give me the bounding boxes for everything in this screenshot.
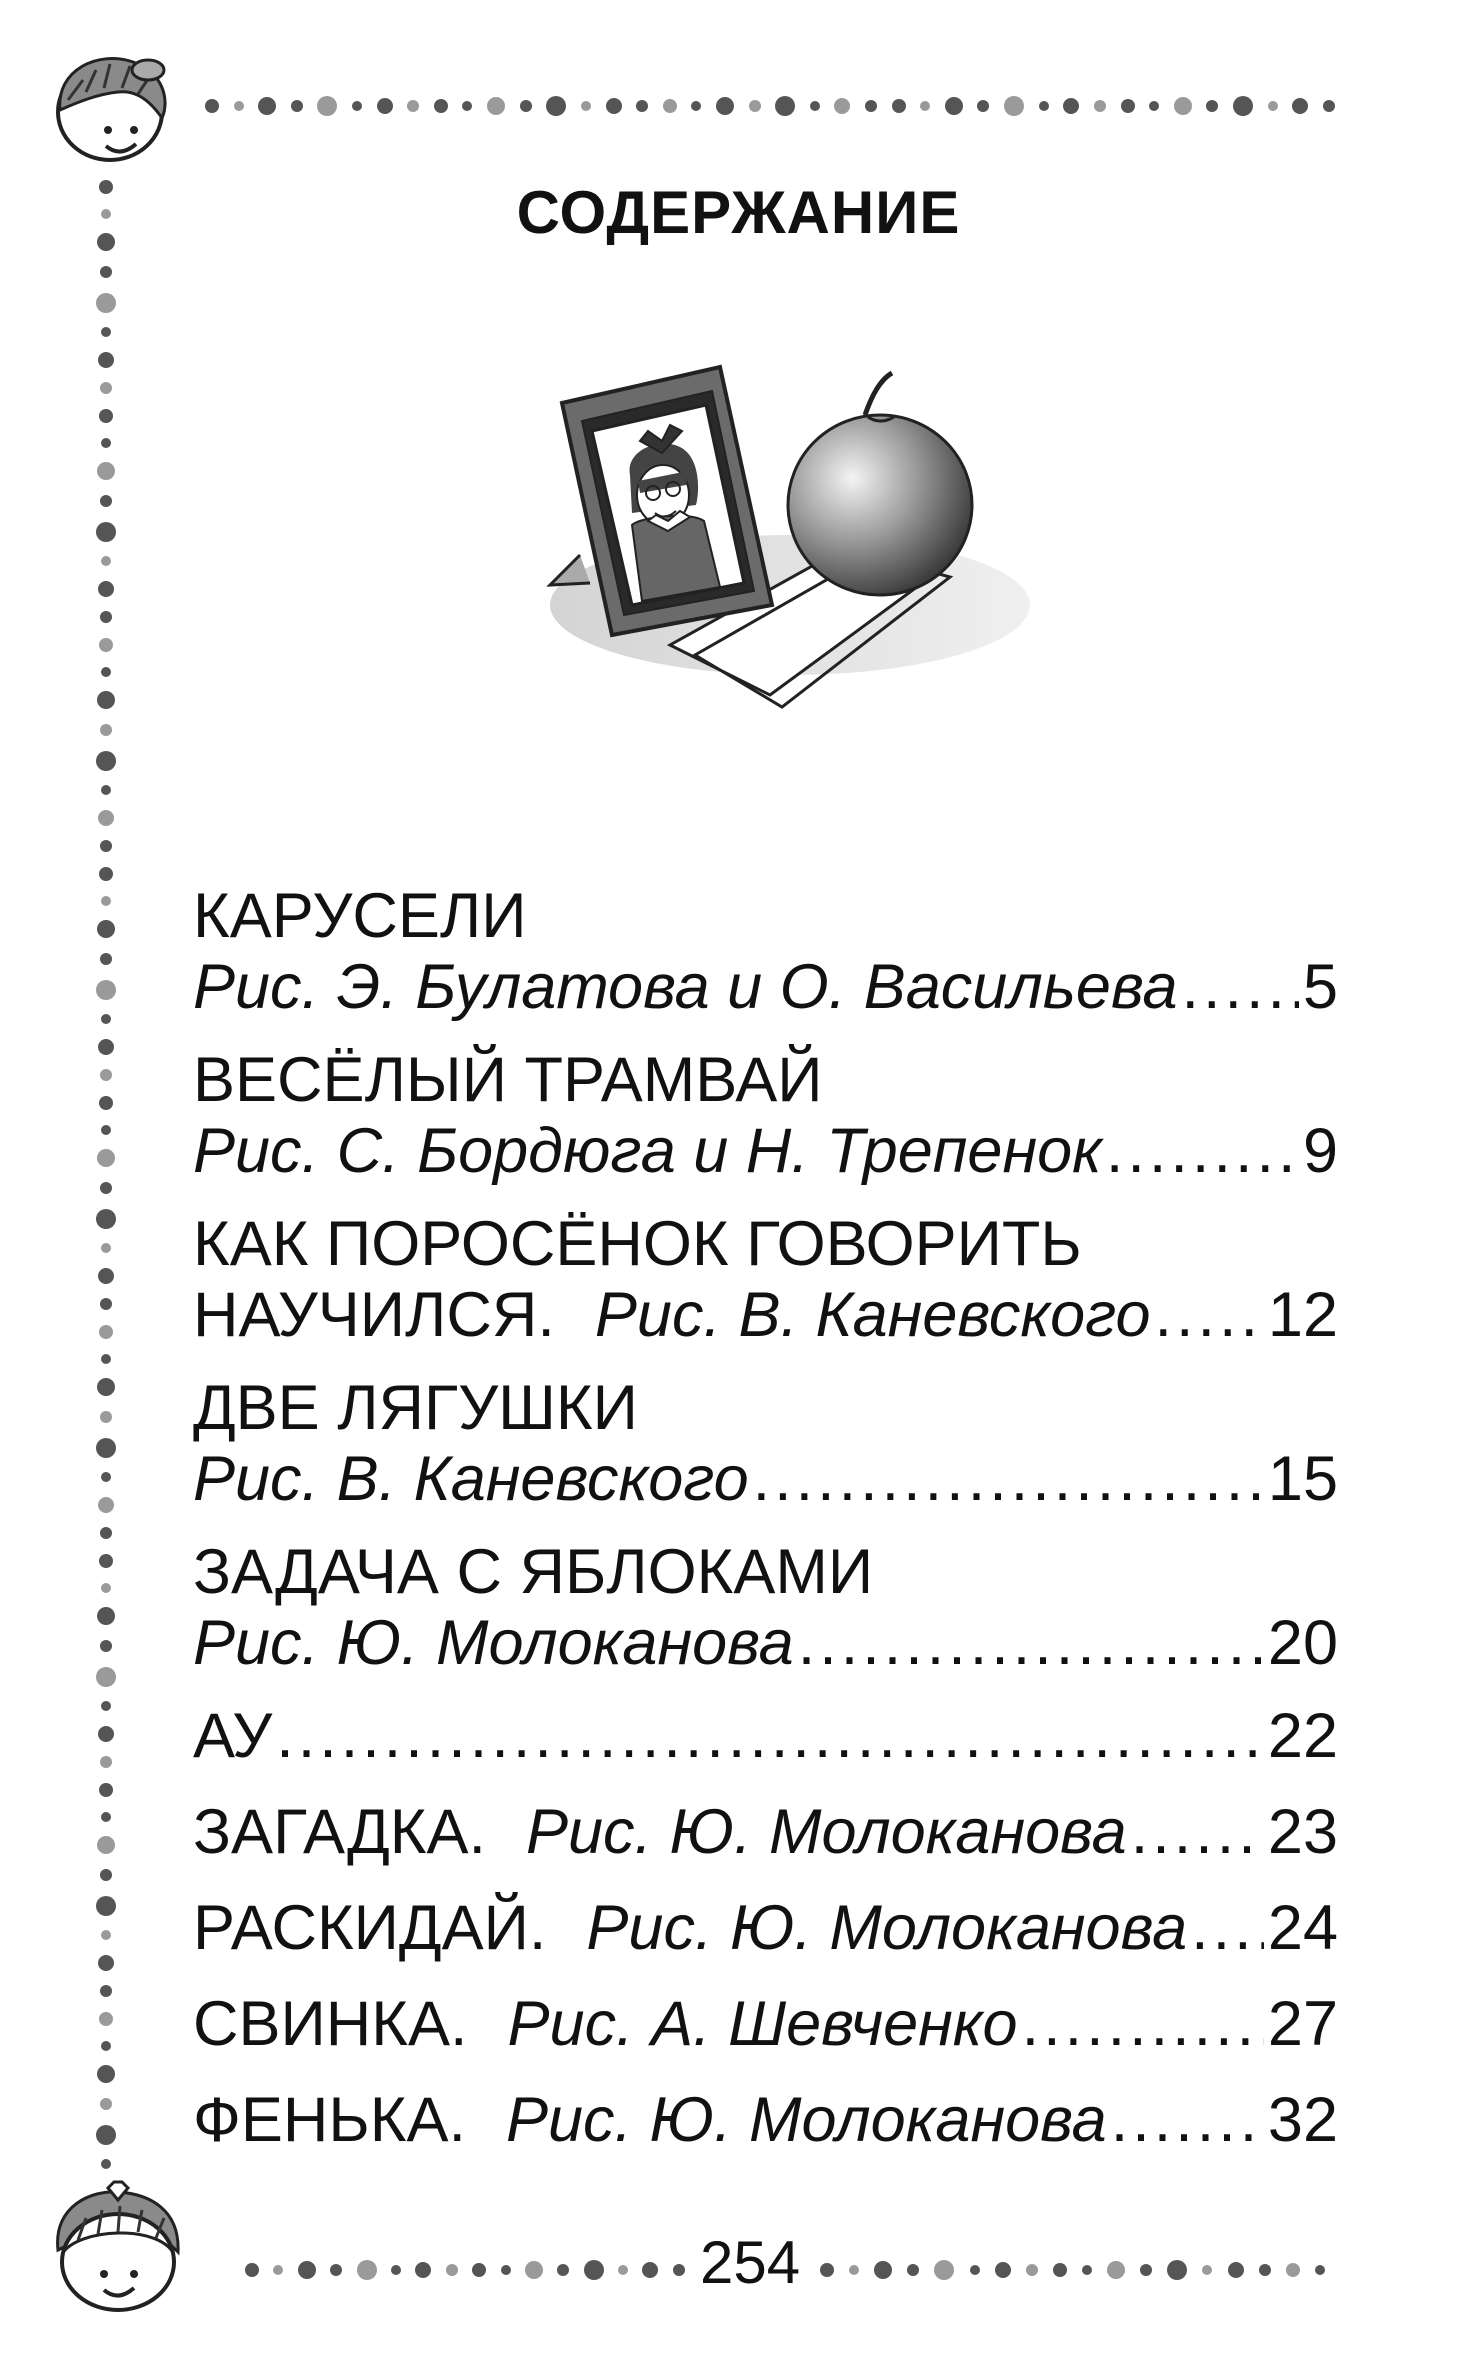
decorative-dot <box>606 98 622 114</box>
decorative-dot <box>673 2264 685 2276</box>
decorative-dot <box>291 100 303 112</box>
decorative-dot <box>775 96 795 116</box>
decorative-dot <box>97 691 115 709</box>
decorative-dot <box>97 1149 115 1167</box>
decorative-dot <box>1228 2262 1244 2278</box>
decorative-dot <box>636 100 648 112</box>
decorative-dot <box>99 2012 113 2026</box>
decorative-dot <box>1053 2263 1067 2277</box>
decorative-dot <box>1292 98 1308 114</box>
decorative-dot <box>99 1096 113 1110</box>
decorative-dot <box>352 101 362 111</box>
decorative-dot <box>258 97 276 115</box>
decorative-dot <box>100 382 112 394</box>
decorative-dot <box>100 1527 112 1539</box>
decorative-dot <box>663 99 677 113</box>
decorative-dot <box>100 1069 112 1081</box>
decorative-dot <box>96 2125 116 2145</box>
dot-leader <box>1155 1284 1264 1347</box>
decorative-dot <box>100 2098 112 2110</box>
entry-title: РАСКИДАЙ. <box>193 1893 547 1963</box>
entry-illustrator: Рис. В. Каневского <box>193 1444 749 1514</box>
decorative-dot <box>100 1298 112 1310</box>
decorative-dot <box>101 1014 111 1024</box>
decorative-dot <box>101 1354 111 1364</box>
decorative-dot <box>101 2159 111 2169</box>
decorative-dot <box>100 1985 112 1997</box>
dot-leader <box>798 1612 1264 1675</box>
decorative-dot <box>557 2264 569 2276</box>
decorative-dot <box>1121 99 1135 113</box>
entry-title: КАРУСЕЛИ <box>193 881 527 951</box>
bottom-dot-border-right <box>820 2258 1325 2282</box>
entry-illustrator: Рис. С. Бордюга и Н. Трепенок <box>193 1116 1102 1186</box>
dot-leader <box>1191 1897 1264 1960</box>
decorative-dot <box>99 409 113 423</box>
entry-title: ЗАДАЧА С ЯБЛОКАМИ <box>193 1537 874 1607</box>
top-dot-border <box>205 94 1335 118</box>
entry-illustrator: Рис. Ю. Молоканова <box>505 2085 1107 2155</box>
decorative-dot <box>101 667 111 677</box>
dot-leader <box>1182 956 1299 1019</box>
decorative-dot <box>298 2261 316 2279</box>
decorative-dot <box>1202 2265 1212 2275</box>
entry-title: ФЕНЬКА. <box>193 2085 466 2155</box>
entry-illustrator: Рис. Ю. Молоканова <box>525 1797 1127 1867</box>
toc-entry-4[interactable] <box>193 1373 1338 1514</box>
decorative-dot <box>101 438 111 448</box>
entry-illustrator: Рис. В. Каневского <box>594 1280 1151 1350</box>
decorative-dot <box>749 100 761 112</box>
decorative-dot <box>525 2261 543 2279</box>
entry-illustrator: Рис. Э. Булатова и О. Васильева <box>193 952 1178 1022</box>
decorative-dot <box>96 1896 116 1916</box>
decorative-dot <box>205 99 219 113</box>
toc-entry-1[interactable] <box>193 881 1338 1022</box>
decorative-dot <box>1004 96 1024 116</box>
decorative-dot <box>434 99 448 113</box>
dot-leader <box>276 1705 1264 1768</box>
decorative-dot <box>1268 101 1278 111</box>
decorative-dot <box>96 1667 116 1687</box>
decorative-dot <box>101 1243 111 1253</box>
decorative-dot <box>273 2265 283 2275</box>
decorative-dot <box>501 2265 511 2275</box>
entry-page: 27 <box>1267 1989 1338 2059</box>
decorative-dot <box>1259 2264 1271 2276</box>
decorative-dot <box>1315 2265 1325 2275</box>
decorative-dot <box>1107 2261 1125 2279</box>
decorative-dot <box>357 2260 377 2280</box>
decorative-dot <box>391 2265 401 2275</box>
decorative-dot <box>98 1039 114 1055</box>
dot-leader <box>1111 2089 1264 2152</box>
decorative-dot <box>97 2065 115 2083</box>
decorative-dot <box>96 980 116 1000</box>
toc-entry-6[interactable] <box>193 1701 1338 1771</box>
decorative-dot <box>101 1701 111 1711</box>
decorative-dot <box>977 100 989 112</box>
decorative-dot <box>1167 2260 1187 2280</box>
decorative-dot <box>995 2262 1011 2278</box>
decorative-dot <box>96 751 116 771</box>
decorative-dot <box>1140 2264 1152 2276</box>
decorative-dot <box>96 1209 116 1229</box>
decorative-dot <box>691 101 701 111</box>
decorative-dot <box>98 810 114 826</box>
decorative-dot <box>234 101 244 111</box>
left-dot-border <box>94 180 118 2170</box>
entry-page: 15 <box>1267 1444 1338 1514</box>
decorative-dot <box>101 1125 111 1135</box>
decorative-dot <box>101 1472 111 1482</box>
decorative-dot <box>1206 100 1218 112</box>
decorative-dot <box>99 867 113 881</box>
decorative-dot <box>1174 97 1192 115</box>
decorative-dot <box>100 1411 112 1423</box>
entry-page: 22 <box>1267 1701 1338 1771</box>
entry-page: 9 <box>1302 1116 1338 1186</box>
entry-illustrator: Рис. Ю. Молоканова <box>193 1608 794 1678</box>
entry-page: 23 <box>1267 1797 1338 1867</box>
decorative-dot <box>100 724 112 736</box>
entry-title: СВИНКА. <box>193 1989 468 2059</box>
decorative-dot <box>716 97 734 115</box>
decorative-dot <box>407 100 419 112</box>
decorative-dot <box>810 101 820 111</box>
decorative-dot <box>101 896 111 906</box>
dot-leader <box>1106 1120 1299 1183</box>
decorative-dot <box>446 2264 458 2276</box>
decorative-dot <box>1082 2265 1092 2275</box>
decorative-dot <box>96 522 116 542</box>
decorative-dot <box>892 99 906 113</box>
decorative-dot <box>874 2261 892 2279</box>
decorative-dot <box>642 2262 658 2278</box>
decorative-dot <box>97 462 115 480</box>
decorative-dot <box>96 1438 116 1458</box>
decorative-dot <box>98 352 114 368</box>
entry-title: ДВЕ ЛЯГУШКИ <box>193 1373 638 1443</box>
decorative-dot <box>1323 100 1335 112</box>
decorative-dot <box>101 1930 111 1940</box>
toc-entry-2[interactable] <box>193 1045 1338 1186</box>
decorative-dot <box>98 1268 114 1284</box>
decorative-dot <box>546 96 566 116</box>
decorative-dot <box>865 100 877 112</box>
decorative-dot <box>97 1378 115 1396</box>
decorative-dot <box>101 556 111 566</box>
decorative-dot <box>99 1783 113 1797</box>
toc-entry-8[interactable] <box>193 1893 1338 1963</box>
entry-title: КАК ПОРОСЁНОК ГОВОРИТЬ <box>193 1209 1082 1279</box>
girl-face-icon <box>38 40 188 170</box>
decorative-dot <box>1094 100 1106 112</box>
page-title: СОДЕРЖАНИЕ <box>516 179 961 246</box>
entry-page: 12 <box>1267 1280 1338 1350</box>
decorative-dot <box>99 1554 113 1568</box>
entry-title: ЗАГАДКА. <box>193 1797 486 1867</box>
decorative-dot <box>101 327 111 337</box>
decorative-dot <box>98 1726 114 1742</box>
decorative-dot <box>100 953 112 965</box>
toc-entry-3[interactable] <box>193 1209 1338 1350</box>
decorative-dot <box>96 293 116 313</box>
entry-title-continued: НАУЧИЛСЯ. <box>193 1280 555 1350</box>
toc-entry-7[interactable] <box>193 1797 1338 1867</box>
decorative-dot <box>101 1583 111 1593</box>
decorative-dot <box>317 96 337 116</box>
photo-frame-apple-illustration <box>520 355 1030 715</box>
decorative-dot <box>945 97 963 115</box>
decorative-dot <box>100 611 112 623</box>
decorative-dot <box>377 98 393 114</box>
decorative-dot <box>100 840 112 852</box>
entry-page: 20 <box>1267 1608 1338 1678</box>
decorative-dot <box>98 1955 114 1971</box>
entry-page: 5 <box>1302 952 1338 1022</box>
decorative-dot <box>487 97 505 115</box>
decorative-dot <box>618 2265 628 2275</box>
decorative-dot <box>245 2263 259 2277</box>
decorative-dot <box>97 1836 115 1854</box>
toc-entry-10[interactable] <box>193 2085 1338 2155</box>
decorative-dot <box>101 785 111 795</box>
decorative-dot <box>581 101 591 111</box>
decorative-dot <box>907 2264 919 2276</box>
entry-title: ВЕСЁЛЫЙ ТРАМВАЙ <box>193 1045 823 1115</box>
decorative-dot <box>462 101 472 111</box>
decorative-dot <box>1063 98 1079 114</box>
decorative-dot <box>100 1756 112 1768</box>
entry-page: 24 <box>1267 1893 1338 1963</box>
dot-leader <box>1131 1801 1264 1864</box>
decorative-dot <box>472 2263 486 2277</box>
decorative-dot <box>100 266 112 278</box>
decorative-dot <box>820 2263 834 2277</box>
bottom-dot-border-left <box>245 2258 685 2282</box>
decorative-dot <box>100 1182 112 1194</box>
decorative-dot <box>970 2265 980 2275</box>
entry-page: 32 <box>1267 2085 1338 2155</box>
decorative-dot <box>934 2260 954 2280</box>
entry-title: АУ <box>193 1701 273 1771</box>
decorative-dot <box>1233 96 1253 116</box>
decorative-dot <box>97 920 115 938</box>
decorative-dot <box>834 98 850 114</box>
entry-illustrator: Рис. Ю. Молоканова <box>586 1893 1188 1963</box>
table-of-contents <box>193 881 1338 2155</box>
decorative-dot <box>98 1497 114 1513</box>
decorative-dot <box>520 100 532 112</box>
decorative-dot <box>99 1325 113 1339</box>
decorative-dot <box>101 2041 111 2051</box>
decorative-dot <box>100 1640 112 1652</box>
decorative-dot <box>849 2265 859 2275</box>
decorative-dot <box>1039 101 1049 111</box>
page-number: 254 <box>700 2229 801 2296</box>
dot-leader <box>1022 1993 1264 2056</box>
decorative-dot <box>101 1812 111 1822</box>
entry-illustrator: Рис. А. Шевченко <box>507 1989 1018 2059</box>
decorative-dot <box>100 495 112 507</box>
toc-entry-9[interactable] <box>193 1989 1338 2059</box>
decorative-dot <box>415 2262 431 2278</box>
girl-face-icon <box>38 2170 198 2320</box>
decorative-dot <box>100 1869 112 1881</box>
decorative-dot <box>99 638 113 652</box>
decorative-dot <box>1286 2263 1300 2277</box>
decorative-dot <box>97 1607 115 1625</box>
decorative-dot <box>584 2260 604 2280</box>
dot-leader <box>753 1448 1264 1511</box>
decorative-dot <box>1149 101 1159 111</box>
decorative-dot <box>98 581 114 597</box>
decorative-dot <box>1026 2264 1038 2276</box>
decorative-dot <box>920 101 930 111</box>
toc-entry-5[interactable] <box>193 1537 1338 1678</box>
decorative-dot <box>330 2264 342 2276</box>
